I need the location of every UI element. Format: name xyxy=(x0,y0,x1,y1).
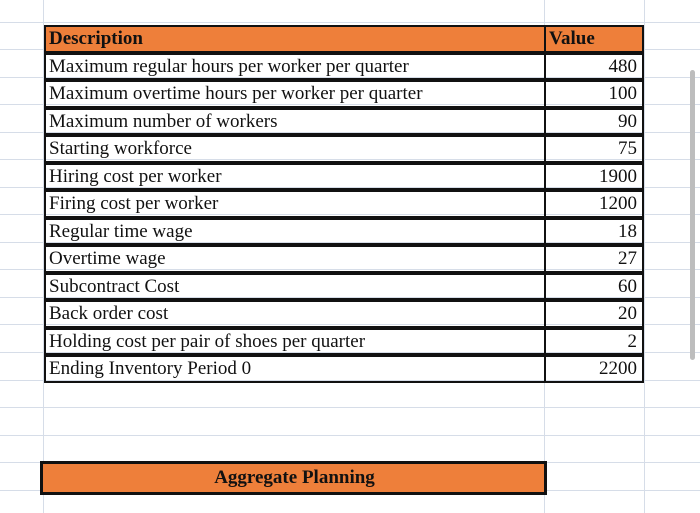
value-cell[interactable]: 60 xyxy=(544,273,644,301)
aggregate-planning-cell[interactable] xyxy=(40,461,547,495)
description-cell[interactable]: Subcontract Cost xyxy=(44,273,544,301)
header-value[interactable]: Value xyxy=(544,25,644,53)
description-cell[interactable]: Back order cost xyxy=(44,300,544,328)
value-cell[interactable]: 480 xyxy=(544,53,644,81)
table-row xyxy=(44,328,644,356)
table-row xyxy=(44,273,644,301)
description-cell[interactable]: Firing cost per worker xyxy=(44,190,544,218)
table-row xyxy=(44,190,644,218)
table-row xyxy=(44,300,644,328)
description-cell[interactable]: Maximum number of workers xyxy=(44,108,544,136)
value-cell[interactable]: 2200 xyxy=(544,355,644,383)
table-row xyxy=(44,53,644,81)
header-description[interactable]: Description xyxy=(44,25,544,53)
table-row xyxy=(44,245,644,273)
description-cell[interactable]: Ending Inventory Period 0 xyxy=(44,355,544,383)
value-cell[interactable]: 1200 xyxy=(544,190,644,218)
value-cell[interactable]: 2 xyxy=(544,328,644,356)
aggregate-planning-title: Aggregate Planning xyxy=(214,467,375,488)
description-cell[interactable]: Overtime wage xyxy=(44,245,544,273)
description-cell[interactable]: Regular time wage xyxy=(44,218,544,246)
table-row xyxy=(44,135,644,163)
description-cell[interactable]: Holding cost per pair of shoes per quarter xyxy=(44,328,544,356)
value-cell[interactable]: 18 xyxy=(544,218,644,246)
description-cell[interactable]: Maximum overtime hours per worker per quarter xyxy=(44,80,544,108)
description-cell[interactable]: Maximum regular hours per worker per quarter xyxy=(44,53,544,81)
vertical-scrollbar[interactable] xyxy=(690,70,695,360)
table-row xyxy=(44,355,644,383)
table-header-row xyxy=(44,25,644,53)
table-row xyxy=(44,108,644,136)
value-cell[interactable]: 1900 xyxy=(544,163,644,191)
value-cell[interactable]: 90 xyxy=(544,108,644,136)
table-row xyxy=(44,163,644,191)
description-cell[interactable]: Starting workforce xyxy=(44,135,544,163)
table-row xyxy=(44,80,644,108)
value-cell[interactable]: 75 xyxy=(544,135,644,163)
table-row xyxy=(44,218,644,246)
value-cell[interactable]: 100 xyxy=(544,80,644,108)
description-cell[interactable]: Hiring cost per worker xyxy=(44,163,544,191)
value-cell[interactable]: 20 xyxy=(544,300,644,328)
value-cell[interactable]: 27 xyxy=(544,245,644,273)
